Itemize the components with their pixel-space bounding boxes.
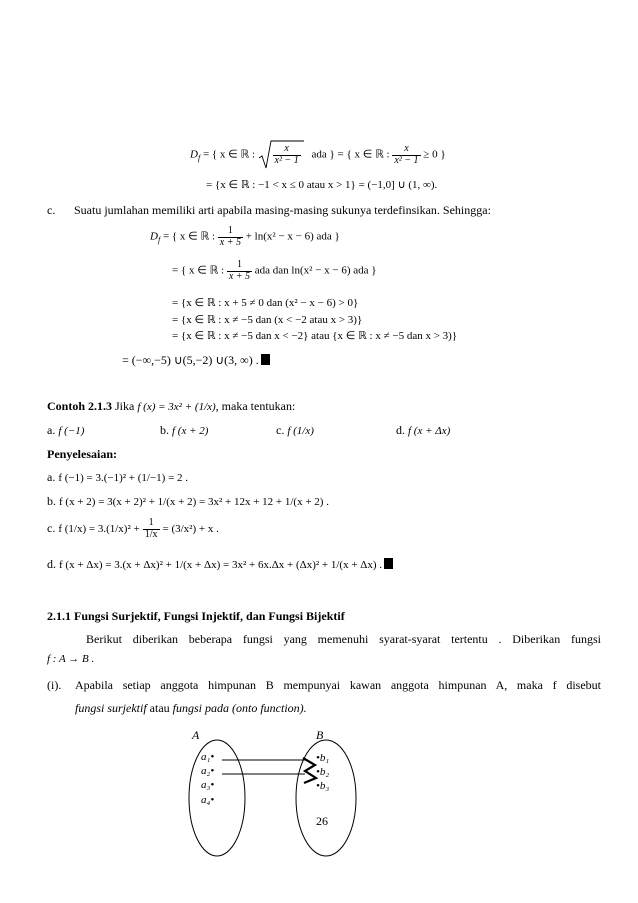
domain-line1-part1: = { x ∈ ℝ : bbox=[202, 148, 256, 161]
a3-element: a₃• bbox=[201, 779, 215, 791]
row1-fraction-num: 1 bbox=[218, 226, 243, 238]
row2-fraction-den: x + 5 bbox=[228, 270, 251, 282]
dot-icon: • bbox=[316, 752, 320, 764]
a4-element: a₄• bbox=[201, 794, 215, 806]
dot-icon: • bbox=[316, 766, 320, 778]
solution-expr: f (x + 2) = 3(x + 2)² + 1/(x + 2) = 3x² + 12x + 12 + 1/(x + 2) . bbox=[59, 496, 329, 508]
contoh-line bbox=[47, 400, 295, 413]
row1-suffix: + ln(x² − x − 6) ada } bbox=[245, 230, 340, 243]
item-c-row3: = {x ∈ ℝ : x + 5 ≠ 0 dan (x² − x − 6) > 0} bbox=[172, 297, 359, 309]
a2-element: a₂• bbox=[201, 765, 215, 777]
contoh-item-d bbox=[396, 424, 450, 437]
term-onto: (onto function). bbox=[232, 701, 307, 715]
row6-text: = (−∞,−5) ∪(5,−2) ∪(3, ∞) . bbox=[122, 353, 259, 367]
contoh-item-b bbox=[160, 424, 208, 437]
qed-icon bbox=[261, 354, 270, 365]
set-b-label: B bbox=[316, 728, 324, 742]
contoh-item-c bbox=[276, 424, 314, 437]
item-i-line2 bbox=[75, 702, 307, 714]
contoh-item-expr: f (x + 2) bbox=[172, 425, 209, 437]
dot-icon: • bbox=[210, 794, 215, 806]
solution-expr: = (3/x²) + x . bbox=[162, 522, 219, 535]
penyelesaian-b bbox=[47, 495, 329, 508]
dot-icon: • bbox=[210, 779, 215, 791]
contoh-tail: , maka tentukan: bbox=[215, 399, 296, 413]
section-para1: Berikut diberikan beberapa fungsi yang memenuhi syarat-syarat tertentu . Diberikan fungsi bbox=[86, 632, 601, 646]
row1-fraction bbox=[218, 226, 243, 248]
contoh-function: f (x) = 3x² + (1/x) bbox=[137, 401, 216, 413]
row2-fraction-num: 1 bbox=[227, 260, 252, 272]
item-i-line1: Apabila setiap anggota himpunan B mempunyai kawan anggota himpunan A, maka f disebut bbox=[75, 678, 601, 692]
atau-text: atau bbox=[149, 701, 170, 715]
domain-line2: = {x ∈ ℝ : −1 < x ≤ 0 atau x > 1} = (−1,0] ∪ (1, ∞). bbox=[206, 179, 438, 191]
row2-suffix: ada dan ln(x² − x − 6) ada } bbox=[254, 264, 377, 277]
df-symbol: D bbox=[190, 148, 198, 161]
solution-expr: f (−1) = 3.(−1)² + (1/−1) = 2 . bbox=[58, 472, 189, 484]
row1-fraction-den: x + 5 bbox=[219, 236, 241, 248]
dot-icon: • bbox=[210, 751, 215, 763]
solution-c-fraction bbox=[143, 518, 160, 540]
arrow-zigzag-icon bbox=[303, 758, 316, 783]
item-c-row6 bbox=[122, 354, 270, 366]
contoh-item-label: a. bbox=[47, 423, 56, 437]
sqrt-fraction bbox=[273, 144, 301, 166]
df-subscript: f bbox=[157, 235, 161, 245]
domain-line1 bbox=[190, 140, 446, 170]
solution-expr: f (x + Δx) = 3.(x + Δx)² + 1/(x + Δx) = 3x² + 6x.Δx + (Δx)² + 1/(x + Δx) . bbox=[59, 559, 383, 571]
contoh-item-label: b. bbox=[160, 423, 169, 437]
qed-icon bbox=[384, 558, 393, 569]
b1-element: •b₁ bbox=[316, 752, 330, 764]
section-title: 2.1.1 Fungsi Surjektif, Fungsi Injektif, dan Fungsi Bijektif bbox=[47, 609, 345, 623]
contoh-item-expr: f (1/x) bbox=[287, 425, 314, 437]
contoh-item-expr: f (−1) bbox=[58, 425, 85, 437]
page-number: 26 bbox=[316, 814, 328, 828]
item-c-row2 bbox=[172, 260, 377, 282]
fraction-num: 1 bbox=[143, 518, 160, 530]
penyelesaian-a bbox=[47, 471, 188, 484]
sqrt-fraction-den: x² − 1 bbox=[274, 154, 299, 166]
b2-element: •b₂ bbox=[316, 766, 330, 778]
solution-label: a. bbox=[47, 470, 56, 484]
solution-label: d. bbox=[47, 557, 56, 571]
penyelesaian-title: Penyelesaian: bbox=[47, 447, 117, 461]
term-surjektif: fungsi surjektif bbox=[75, 701, 147, 715]
contoh-item-label: d. bbox=[396, 423, 405, 437]
set-a-ellipse bbox=[189, 740, 245, 856]
sqrt-fraction-num: x bbox=[273, 144, 301, 156]
solution-expr: f (1/x) = 3.(1/x)² + bbox=[58, 522, 140, 535]
penyelesaian-d bbox=[47, 558, 393, 571]
item-i-label: (i). bbox=[47, 678, 62, 692]
domain-fraction bbox=[392, 144, 420, 166]
row2-prefix: = { x ∈ ℝ : bbox=[172, 264, 225, 277]
dot-icon: • bbox=[210, 765, 215, 777]
fraction-den: 1/x bbox=[144, 528, 158, 540]
domain-line1-ada: ada } = { x ∈ ℝ : bbox=[311, 148, 390, 161]
item-c-row4: = {x ∈ ℝ : x ≠ −5 dan (x < −2 atau x > 3)} bbox=[172, 314, 363, 326]
b3-element: •b₃ bbox=[316, 780, 330, 792]
contoh-item-expr: f (x + Δx) bbox=[408, 425, 451, 437]
a1-element: a₁• bbox=[201, 751, 215, 763]
dot-icon: • bbox=[316, 780, 320, 792]
contoh-item-label: c. bbox=[276, 423, 285, 437]
domain-fraction-den: x² − 1 bbox=[394, 154, 419, 166]
contoh-intro: Jika bbox=[115, 399, 135, 413]
solution-label: b. bbox=[47, 494, 56, 508]
row2-fraction bbox=[227, 260, 252, 282]
term-pada: fungsi pada bbox=[172, 701, 230, 715]
penyelesaian-c bbox=[47, 518, 219, 540]
domain-line1-tail: ≥ 0 } bbox=[423, 148, 446, 161]
set-a-label: A bbox=[192, 728, 200, 742]
contoh-item-a bbox=[47, 424, 84, 437]
df-symbol: D bbox=[150, 230, 158, 243]
df-subscript: f bbox=[197, 153, 201, 163]
solution-label: c. bbox=[47, 520, 56, 535]
section-para1-math: f : A → B . bbox=[47, 653, 95, 665]
domain-fraction-num: x bbox=[392, 144, 420, 156]
item-c-row5: = {x ∈ ℝ : x ≠ −5 dan x < −2} atau {x ∈ ℝ : x ≠ −5 dan x > 3)} bbox=[172, 330, 458, 342]
row1-prefix: = { x ∈ ℝ : bbox=[162, 230, 216, 243]
item-c-text: Suatu jumlahan memiliki arti apabila masing-masing sukunya terdefinsikan. Sehingga: bbox=[74, 203, 491, 217]
item-c-row1 bbox=[150, 226, 340, 248]
item-c-label: c. bbox=[47, 203, 56, 217]
contoh-title: Contoh 2.1.3 bbox=[47, 399, 113, 413]
